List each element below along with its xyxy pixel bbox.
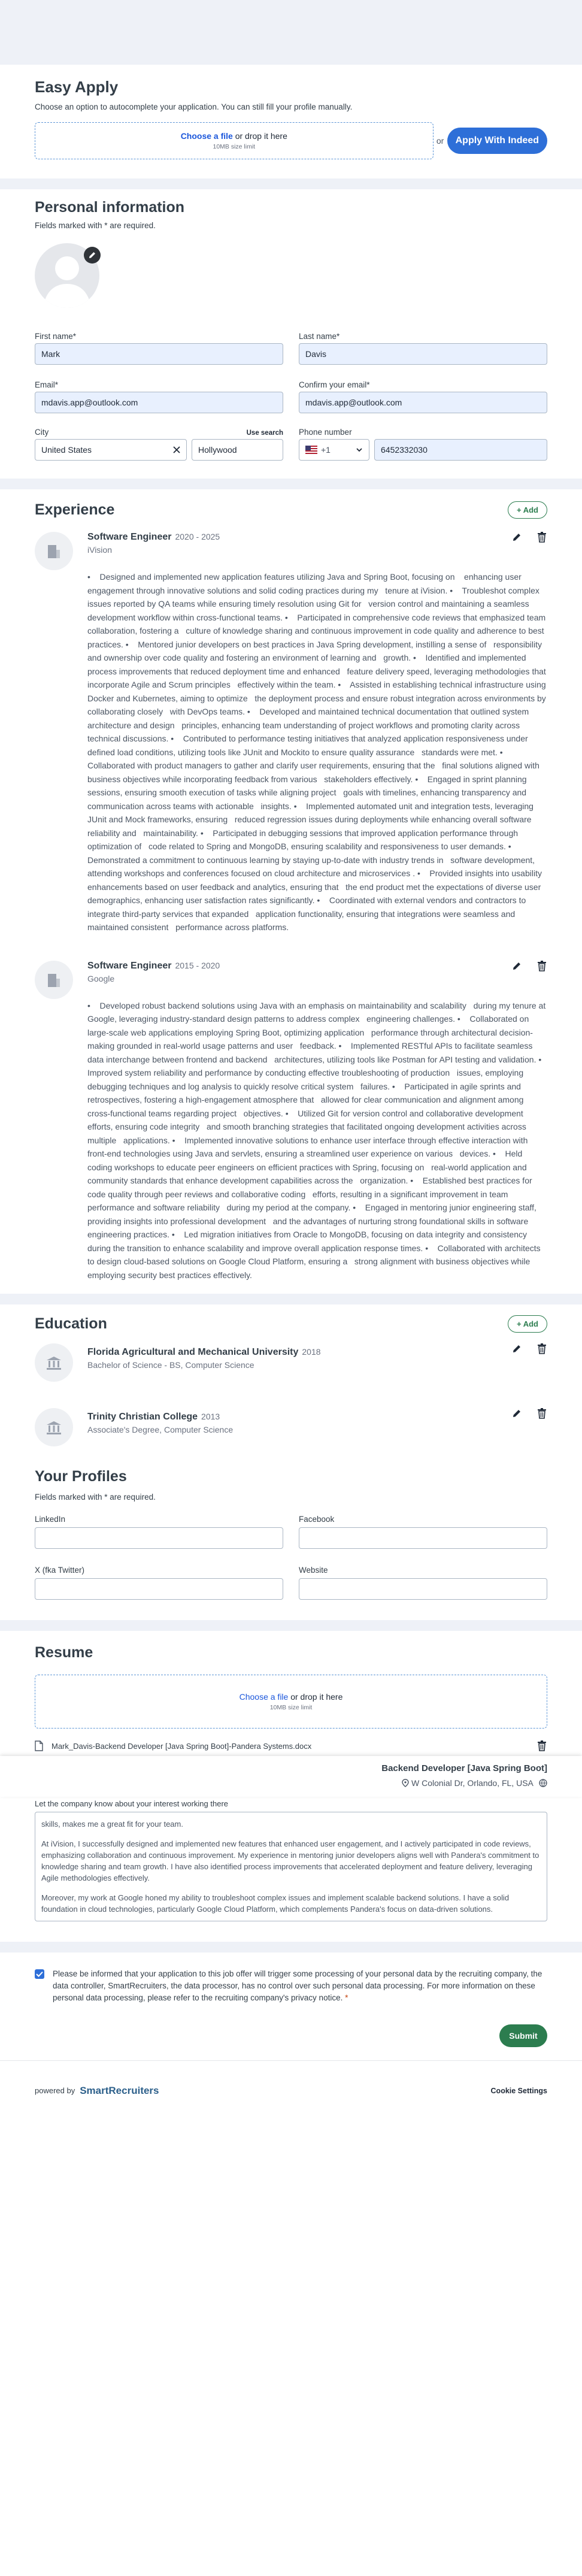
- building-icon: [46, 971, 62, 988]
- country-select[interactable]: [35, 439, 187, 461]
- building-icon: [46, 543, 62, 559]
- linkedin-input[interactable]: [35, 1527, 283, 1549]
- degree: Associate's Degree, Computer Science: [87, 1425, 234, 1434]
- profiles-section: [0, 1460, 582, 1620]
- confirm-email-input[interactable]: mdavis.app@outlook.com: [299, 392, 547, 413]
- easy-apply-section: [0, 65, 582, 178]
- document-icon: [35, 1740, 43, 1751]
- first-name-label: First name*: [35, 332, 77, 341]
- choose-file-link[interactable]: Choose a file: [239, 1692, 289, 1702]
- easy-apply-title: Easy Apply: [35, 78, 119, 96]
- country-code-select[interactable]: [299, 439, 369, 461]
- resume-file-name: Mark_Davis-Backend Developer [Java Spring Boot]-Pandera Systems.docx: [51, 1741, 312, 1751]
- edit-experience-button[interactable]: [511, 961, 522, 971]
- delete-education-button[interactable]: [536, 1343, 547, 1354]
- school-icon: [46, 1354, 62, 1371]
- edit-avatar-button[interactable]: [84, 247, 101, 264]
- drop-text: or drop it here: [288, 1692, 343, 1702]
- country-value: United States: [41, 445, 92, 455]
- section-divider: [0, 479, 582, 489]
- job-summary-bar: [0, 1756, 582, 1797]
- x-label: X (fka Twitter): [35, 1566, 85, 1575]
- avatar-upload[interactable]: [35, 243, 99, 308]
- education-item: [35, 1343, 547, 1382]
- add-experience-button[interactable]: + Add: [508, 501, 547, 519]
- required-asterisk: *: [345, 1993, 348, 2002]
- school-icon: [46, 1419, 62, 1436]
- edit-experience-button[interactable]: [511, 532, 522, 543]
- autofill-dropzone[interactable]: [35, 122, 434, 159]
- city-input[interactable]: Hollywood: [192, 439, 283, 461]
- clear-icon[interactable]: [173, 446, 180, 453]
- pencil-icon: [88, 251, 96, 259]
- school-name: Florida Agricultural and Mechanical University: [87, 1347, 299, 1357]
- education-section: [0, 1304, 582, 1460]
- apply-with-indeed-button[interactable]: Apply With Indeed: [447, 128, 547, 154]
- trash-icon: [537, 961, 547, 971]
- cover-letter-paragraph: Moreover, my work at Google honed my ability to troubleshoot complex issues and implement scalable backend solutions. I have a solid foundation in cloud technologies, particularly Google Cloud Platform, which complements Pandera's focus on data-driven solutions.: [41, 1893, 510, 1914]
- phone-label: Phone number: [299, 428, 352, 437]
- choose-file-link[interactable]: Choose a file: [180, 131, 233, 141]
- delete-experience-button[interactable]: [536, 961, 547, 971]
- experience-item: [35, 960, 551, 1282]
- submit-button[interactable]: Submit: [499, 2024, 547, 2047]
- job-title-summary: Backend Developer [Java Spring Boot]: [381, 1763, 547, 1773]
- size-limit: 10MB size limit: [213, 143, 256, 150]
- company-name: Google: [87, 973, 115, 983]
- facebook-label: Facebook: [299, 1515, 335, 1524]
- email-label: Email*: [35, 380, 59, 389]
- pencil-icon: [512, 961, 522, 971]
- trash-icon: [537, 1408, 547, 1419]
- resume-section: [0, 1631, 582, 1756]
- x-input[interactable]: [35, 1578, 283, 1600]
- location-pin-icon: [402, 1779, 409, 1787]
- cover-letter-paragraph: At iVision, I successfully designed and implemented new features that enhanced user engagement, and I actively participated in code reviews, emphasizing collaboration and continuous improvement. My experience in mentoring junior developers aligns well with Pandera's commitment to knowledge sharing and team growth. I have also identified process improvements that accelerated deployment and feature delivery, leveraging Agile methodologies effectively.: [41, 1839, 539, 1882]
- edit-education-button[interactable]: [511, 1343, 522, 1354]
- easy-apply-subtitle: Choose an option to autocomplete your application. You can still fill your profile manually.: [35, 102, 353, 111]
- cover-letter-paragraph: skills, makes me a great fit for your team.: [41, 1820, 183, 1829]
- top-band: [0, 0, 582, 65]
- resume-title: Resume: [35, 1644, 93, 1661]
- add-education-button[interactable]: + Add: [508, 1315, 547, 1333]
- website-input[interactable]: [299, 1578, 547, 1600]
- company-name: iVision: [87, 545, 112, 555]
- cover-letter-section: [0, 1799, 582, 1942]
- degree: Bachelor of Science - BS, Computer Science: [87, 1360, 254, 1370]
- website-label: Website: [299, 1566, 328, 1575]
- required-note: Fields marked with * are required.: [35, 221, 156, 230]
- last-name-input[interactable]: Davis: [299, 343, 547, 365]
- pencil-icon: [512, 1409, 522, 1418]
- school-logo: [35, 1408, 73, 1446]
- linkedin-label: LinkedIn: [35, 1515, 66, 1524]
- job-years: 2015 - 2020: [175, 960, 220, 970]
- confirm-email-label: Confirm your email*: [299, 380, 370, 389]
- job-description: • Designed and implemented new application features utilizing Java and Spring Boot, focusing on enhancing user engagement through innovative solutions and solid coding practices during my tenure at iVision. • Troubleshot complex issues reported by QA teams while ensuring timely resolution using Git for version control and maintaining a seamless development workflow within cross-functional teams. • Participated in comprehensive code reviews that emphasized team collaboration, fostering a culture of knowledge sharing and continuous improvement in code quality and adherence to best practices. • Mentored junior developers on best practices in Java Spring development, instilling a sense of responsibility and ownership over code quality and fostering an environment of learning and growth. • Identified and implemented process improvements that reduced deployment time and enhanced feature delivery speed, leveraging methodologies that incorporate Agile and Scrum principles effectively within the team. • Assisted in establishing technical infrastructure using Docker and Kubernetes, aiming to optimize the deployment process and ensure robust integration across environments by collaborating closely with DevOps teams. • Developed and maintained technical documentation that outlined system architecture and design principles, enhancing team understanding of project workflows and promoting clarity across technical discussions. • Contributed to performance testing initiatives that analyzed application responsiveness under defined load conditions, utilizing tools like JUnit and Mockito to ensure quality assurance standards were met. • Collaborated with product managers to gather and clarify user requirements, ensuring that the final solutions aligned with business objectives while incorporating feedback from various stakeholders effectively. • Engaged in sprint planning sessions, ensuring smooth execution of tasks while aligning project goals with timelines, enhancing transparency and communication across teams with actionable insights. • Implemented automated unit and integration tests, leveraging JUnit and Mock frameworks, ensuring reduced regression issues during deployments while enhancing overall software reliability and maintainability. • Participated in debugging sessions that improved application performance through optimization of code related to Spring and MongoDB, ensuring scalability and responsiveness to user demands. • Demonstrated a commitment to continuous learning by staying up-to-date with industry trends in software development, attending workshops and conferences focused on cloud architecture and microservices . • Provided insights into usability enhancements based on user feedback and analytics, ensuring that the end product met the expectations of diverse user demographics, enhancing user satisfaction rates significantly. • Coordinated with external vendors and contractors to integrate third-party services that expanded application functionality, ensuring that integrations were seamless and maintained consistent performance across platforms.: [87, 572, 548, 932]
- school-logo: [35, 1343, 73, 1382]
- experience-section: [0, 489, 582, 1294]
- company-logo: [35, 961, 73, 999]
- education-item: [35, 1408, 547, 1446]
- school-year: 2018: [302, 1347, 321, 1357]
- edit-education-button[interactable]: [511, 1408, 522, 1419]
- personal-info-title: Personal information: [35, 199, 185, 216]
- profiles-title: Your Profiles: [35, 1468, 127, 1485]
- pencil-icon: [512, 532, 522, 542]
- or-text: or: [436, 136, 444, 146]
- section-divider: [0, 1620, 582, 1631]
- job-location: [35, 1778, 547, 1788]
- last-name-label: Last name*: [299, 332, 340, 341]
- experience-title: Experience: [35, 501, 115, 518]
- delete-experience-button[interactable]: [536, 532, 547, 543]
- trash-icon: [537, 1343, 547, 1354]
- footer: [0, 2060, 582, 2120]
- cookie-settings-link[interactable]: Cookie Settings: [490, 2086, 547, 2095]
- trash-icon: [537, 1740, 547, 1751]
- globe-icon: [539, 1779, 547, 1787]
- section-divider: [0, 178, 582, 189]
- job-title: Software Engineer: [87, 960, 172, 971]
- drop-text: or drop it here: [232, 131, 287, 141]
- city-label: City: [35, 428, 49, 437]
- required-note: Fields marked with * are required.: [35, 1493, 156, 1502]
- smartrecruiters-logo[interactable]: SmartRecruiters: [80, 2084, 159, 2096]
- education-title: Education: [35, 1315, 107, 1332]
- cover-letter-textarea[interactable]: [35, 1812, 547, 1921]
- job-years: 2020 - 2025: [175, 532, 220, 541]
- consent-checkbox[interactable]: [35, 1969, 44, 1979]
- job-location-text: W Colonial Dr, Orlando, FL, USA: [411, 1778, 534, 1788]
- section-divider: [0, 1294, 582, 1304]
- delete-resume-button[interactable]: [536, 1740, 547, 1751]
- facebook-input[interactable]: [299, 1527, 547, 1549]
- resume-dropzone[interactable]: [35, 1675, 547, 1729]
- powered-by-text: powered by: [35, 2086, 75, 2095]
- chevron-down-icon: [356, 446, 363, 453]
- phone-code: +1: [321, 445, 331, 455]
- pencil-icon: [512, 1344, 522, 1354]
- cover-letter-hint: Let the company know about your interest working there: [35, 1799, 229, 1808]
- personal-info-section: [0, 189, 582, 479]
- consent-text: Please be informed that your application to this job offer will trigger some processing of your personal data by the recruiting company, the data controller, SmartRecruiters, the data processor, has no control over such personal data processing. For more information on these personal data processing, please refer to the recruiting company's privacy notice.: [53, 1969, 542, 2002]
- section-divider: [0, 1942, 582, 1953]
- us-flag-icon: [305, 446, 317, 454]
- use-search-link[interactable]: Use search: [246, 429, 283, 437]
- experience-item: [35, 532, 547, 934]
- job-description: • Developed robust backend solutions using Java with an emphasis on maintainability and scalability during my tenure at Google, leveraging industry-standard design patterns to address complex engineering challenges. • Collaborated on large-scale web applications employing Spring Boot, optimizing application performance through architectural decision-making grounded in real-world usage patterns and user feedback. • Implemented RESTful APIs to facilitate seamless data interchange between frontend and backend architectures, utilizing tools like Postman for API testing and validation. • Improved system reliability and performance by conducting effective troubleshooting of production issues, employing debugging techniques and log analysis to quickly resolve critical system failures. • Participated in agile sprints and retrospectives, fostering a high-engagement atmosphere that allowed for clear communication and alignment among cross-functional teams regarding project objectives. • Utilized Git for version control and collaborative development efforts, ensuring code integrity and smooth branching strategies that facilitated ongoing development activities across multiple applications. • Implemented innovative solutions to enhance user interface through effective interaction with front-end technologies using Java and servlets, ensuring a streamlined user experience on various devices. • Held coding workshops to educate peer engineers on efficient practices with Spring, focusing on real-world application and community standards that enhance development capabilities across the organization. • Established best practices for code quality through peer reviews and collaborative coding efforts, resulting in a significant improvement in team performance and software reliability during my period at the company. • Engaged in mentoring junior engineering staff, providing insights into professional development and the advantages of nurturing strong foundational skills in software engineering practices. • Led migration initiatives from Oracle to MongoDB, focusing on data integrity and consistency during the transition to enhance scalability and improve overall application response times. • Collaborated with architects to design cloud-based solutions on Google Cloud Platform, ensuring a strong alignment with business objectives while employing security best practices effectively.: [87, 1000, 551, 1280]
- job-title: Software Engineer: [87, 532, 172, 542]
- first-name-input[interactable]: Mark: [35, 343, 283, 365]
- consent-section: [0, 1953, 582, 2060]
- email-input[interactable]: mdavis.app@outlook.com: [35, 392, 283, 413]
- delete-education-button[interactable]: [536, 1408, 547, 1419]
- checkmark-icon: [36, 1971, 43, 1977]
- school-year: 2013: [201, 1412, 220, 1421]
- company-logo: [35, 532, 73, 570]
- size-limit: 10MB size limit: [269, 1704, 313, 1711]
- trash-icon: [537, 532, 547, 543]
- school-name: Trinity Christian College: [87, 1412, 198, 1422]
- phone-input[interactable]: 6452332030: [374, 439, 547, 461]
